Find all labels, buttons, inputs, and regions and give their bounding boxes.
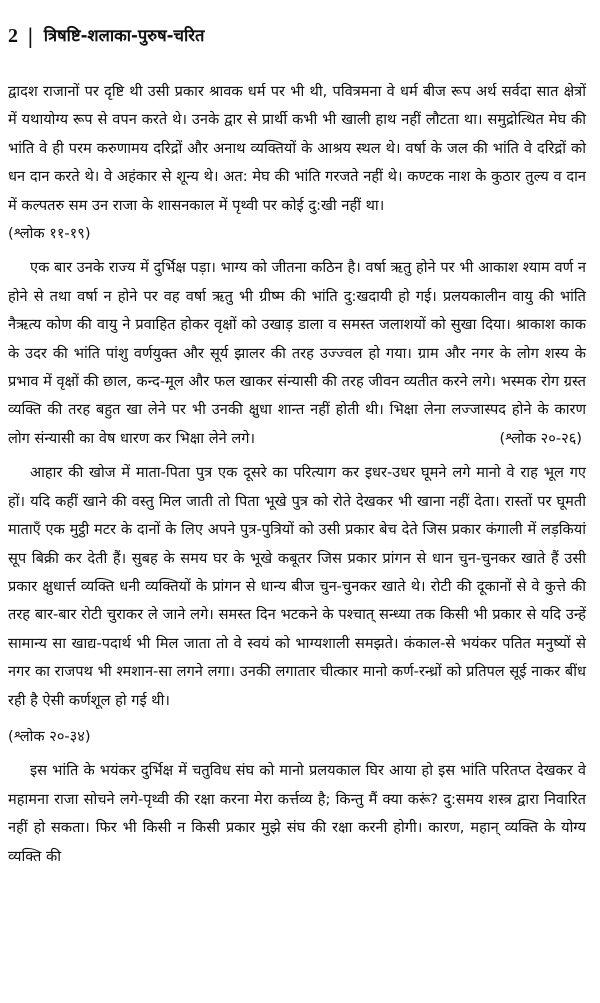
paragraph-2-body: एक बार उनके राज्य में दुर्भिक्ष पड़ा। भाग्य को जीतना कठिन है। वर्षा ऋतु होने पर भी आकाश श्याम वर्ण न होने से तथा वर्षा न होने पर वह वर्षा ऋतु भी ग्रीष्म की भांति दु:खदायी हो गई। प्रलयकालीन वायु की भांति नैऋत्य कोण की वायु ने प्रवाहित होकर वृक्षों को उखाड़ डाला व समस्त जलाशयों को सुखा दिया। श्राकाश काक के उदर की भांति पांशु वर्णयुक्त और सूर्य झालर की तरह उज्ज्वल हो गया। ग्राम और नगर के लोग शस्य के प्रभाव में वृक्षों की छाल, कन्द-मूल और फल खाकर संन्यासी की तरह जीवन व्यतीत करने लगे। भस्मक रोग ग्रस्त व्यक्ति की तरह बहुत खा लेने पर भी उनकी क्षुधा शान्त नहीं होती थी। भिक्षा लेना लज्जास्पद होने के कारण लोग संन्यासी का वेष धारण कर भिक्षा लेने लगे। [8, 259, 586, 447]
verse-reference-2: (श्लोक २०-२६) [499, 429, 582, 447]
running-title: त्रिषष्टि-शलाका-पुरुष-चरित [43, 25, 205, 45]
paragraph-3-text: आहार की खोज में माता-पिता पुत्र एक दूसरे का परित्याग कर इधर-उधर घूमने लगे मानो वे राह भूल गए हों। यदि कहीं खाने की वस्तु मिल जाती तो पिता भूखे पुत्र को रोते देखकर भी खाना नहीं देता। रास्तों पर घूमती माताएँ एक मुट्ठी मटर के दानों के लिए अपने पुत्र-पुत्रियों को उसी प्रकार बेच देते जिस प्रकार कंगाली में लड़कियां सूप बिक्री कर देती हैं। सुबह के समय घर के भूखे कबूतर जिस प्रकार प्रांगन से धान चुन-चुनकर खाते हैं उसी प्रकार क्षुधार्त्त व्यक्ति धनी व्यक्तियों के प्रांगन से धान्य बीज चुन-चुनकर खाते थे। रोटी की दूकानों से वे कुत्ते की तरह बार-बार रोटी चुराकर ले जाने लगे। समस्त दिन भटकने के पश्चात् सन्ध्या तक किसी भी प्रकार से यदि उन्हें सामान्य सा खाद्य-पदार्थ भी मिल जाता तो वे स्वयं को भाग्यशाली समझते। कंकाल-से भयंकर पतित मनुष्यों से नगर का राजपथ भी श्मशान-सा लगने लगा। उनकी लगातार चीत्कार मानो कर्ण-रन्ध्रों को प्रतिपल सूई नाकर बींध रही है ऐसी कर्णशूल हो गई थी। [8, 464, 586, 709]
page-number: 2 [8, 25, 18, 47]
paragraph-4-text: इस भांति के भयंकर दुर्भिक्ष में चतुविध संघ को मानो प्रलयकाल घिर आया हो इस भांति परितप्त देखकर वे महामना राजा सोचने लगे-पृथ्वी की रक्षा करना मेरा कर्त्तव्य है; किन्तु मैं क्या करूं? दु:समय शस्त्र द्वारा निवारित नहीं हो सकता। फिर भी किसी न किसी प्रकार मुझे संघ की रक्षा करनी होगी। कारण, महान् व्यक्ति के योग्य व्यक्ति की [8, 762, 586, 865]
paragraph-1-text: द्वादश राजानों पर दृष्टि थी उसी प्रकार श्रावक धर्म पर भी थी, पवित्रमना वे धर्म बीज रूप अर्थ सर्वदा सात क्षेत्रों में यथायोग्य रूप से वपन करते थे। उनके द्वार से प्रार्थी कभी भी खाली हाथ नहीं लौटता था। समुद्रोत्थित मेघ की भांति वे ही परम करुणामय दरिद्रों और अनाथ व्यक्तियों के आश्रय स्थल थे। वर्षा के जल की भांति वे दरिद्रों को धन दान करते थे। वे अहंकार से शून्य थे। अत: मेघ की भांति गरजते नहीं थे। कण्टक नाश के कुठार तुल्य व दान में कल्पतरु सम उन राजा के शासनकाल में पृथ्वी पर कोई दु:खी नहीं था। [8, 83, 586, 214]
paragraph-3 [8, 459, 586, 751]
header-separator: | [27, 24, 34, 48]
verse-reference-3: (श्लोक २०-३४) [8, 727, 91, 745]
paragraph-2 [8, 254, 586, 453]
paragraph-2-text [8, 254, 586, 453]
paragraph-1 [8, 78, 586, 248]
paragraph-4 [8, 757, 586, 871]
verse-reference-1: (श्लोक ११-१९) [8, 225, 91, 243]
page-header [8, 22, 586, 50]
